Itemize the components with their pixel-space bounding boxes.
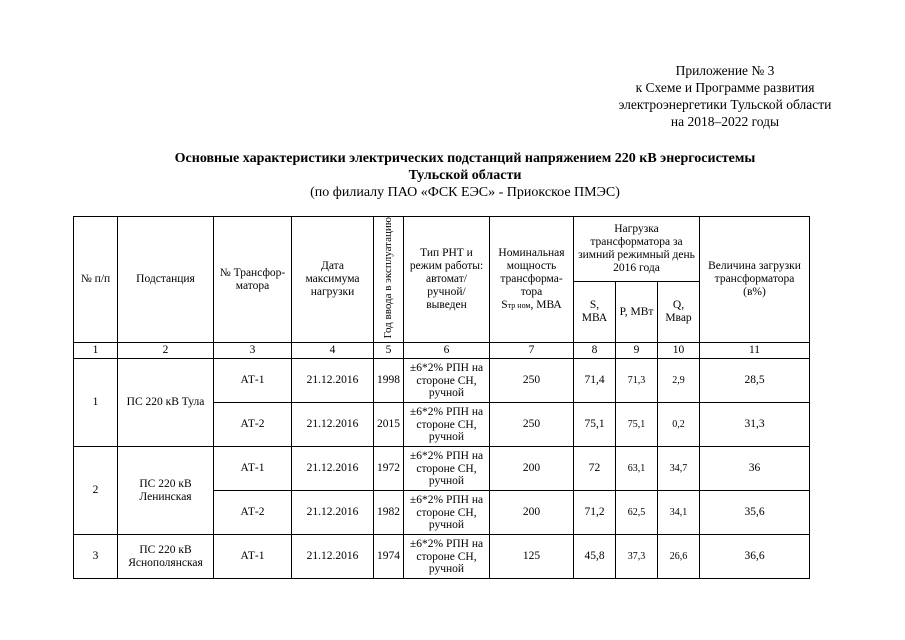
col-number: 7 xyxy=(490,343,574,359)
col-number: 11 xyxy=(700,343,810,359)
header-power-main: Номинальная мощность трансформа-тора xyxy=(498,247,565,299)
row-power: 200 xyxy=(490,491,574,535)
row-p: 75,1 xyxy=(616,403,658,447)
col-number: 9 xyxy=(616,343,658,359)
row-date: 21.12.2016 xyxy=(292,491,374,535)
col-number: 6 xyxy=(404,343,490,359)
col-number: 10 xyxy=(658,343,700,359)
row-pct: 35,6 xyxy=(700,491,810,535)
table-row xyxy=(74,535,810,579)
row-power: 250 xyxy=(490,359,574,403)
row-pct: 36,6 xyxy=(700,535,810,579)
appendix-line-3: электроэнергетики Тульской области xyxy=(618,97,832,112)
row-year: 1974 xyxy=(374,535,404,579)
col-number: 2 xyxy=(118,343,214,359)
appendix-line-2: к Схеме и Программе развития xyxy=(635,80,815,95)
header-substation: Подстанция xyxy=(118,217,214,343)
row-date: 21.12.2016 xyxy=(292,535,374,579)
header-power xyxy=(490,217,574,343)
row-year: 1972 xyxy=(374,447,404,491)
title-line-2: Тульской области xyxy=(408,168,522,183)
row-transformer: АТ-1 xyxy=(214,447,292,491)
substation-table xyxy=(73,216,810,579)
title-line-3: (по филиалу ПАО «ФСК ЕЭС» - Приокское ПМЭС) xyxy=(310,185,620,200)
row-rpn: ±6*2% РПН на стороне СН, ручной xyxy=(404,447,490,491)
header-power-sub: тр ном xyxy=(507,301,531,311)
row-q: 26,6 xyxy=(658,535,700,579)
row-s: 71,4 xyxy=(574,359,616,403)
row-date: 21.12.2016 xyxy=(292,447,374,491)
row-rpn: ±6*2% РПН на стороне СН, ручной xyxy=(404,403,490,447)
column-number-row xyxy=(74,343,810,359)
appendix-line-4: на 2018–2022 годы xyxy=(670,114,780,129)
col-number: 5 xyxy=(374,343,404,359)
row-s: 75,1 xyxy=(574,403,616,447)
row-rpn: ±6*2% РПН на стороне СН, ручной xyxy=(404,535,490,579)
row-rpn: ±6*2% РПН на стороне СН, ручной xyxy=(404,491,490,535)
row-p: 71,3 xyxy=(616,359,658,403)
document-title xyxy=(120,150,810,201)
col-number: 8 xyxy=(574,343,616,359)
row-p: 63,1 xyxy=(616,447,658,491)
row-rpn: ±6*2% РПН на стороне СН, ручной xyxy=(404,359,490,403)
row-substation: ПС 220 кВ Ленинская xyxy=(118,447,214,535)
row-year: 1998 xyxy=(374,359,404,403)
row-s: 72 xyxy=(574,447,616,491)
header-power-s: S xyxy=(501,299,508,312)
row-power: 200 xyxy=(490,447,574,491)
col-number: 4 xyxy=(292,343,374,359)
appendix-block xyxy=(560,62,890,130)
row-q: 0,2 xyxy=(658,403,700,447)
header-num: № п/п xyxy=(74,217,118,343)
row-pct: 31,3 xyxy=(700,403,810,447)
table-row xyxy=(74,447,810,491)
row-transformer: АТ-1 xyxy=(214,359,292,403)
row-s: 45,8 xyxy=(574,535,616,579)
table-row xyxy=(74,359,810,403)
row-num: 3 xyxy=(74,535,118,579)
row-transformer: АТ-2 xyxy=(214,403,292,447)
col-number: 1 xyxy=(74,343,118,359)
row-p: 37,3 xyxy=(616,535,658,579)
row-num: 1 xyxy=(74,359,118,447)
header-year xyxy=(374,217,404,343)
row-substation: ПС 220 кВ Яснополянская xyxy=(118,535,214,579)
row-date: 21.12.2016 xyxy=(292,359,374,403)
row-pct: 28,5 xyxy=(700,359,810,403)
header-power-unit: , МВА xyxy=(530,299,562,312)
row-q: 2,9 xyxy=(658,359,700,403)
row-pct: 36 xyxy=(700,447,810,491)
appendix-line-1: Приложение № 3 xyxy=(675,63,775,78)
row-year: 1982 xyxy=(374,491,404,535)
col-number: 3 xyxy=(214,343,292,359)
header-load-group: Нагрузка трансформатора за зимний режимный день 2016 года xyxy=(574,217,700,282)
header-date: Дата максимума нагрузки xyxy=(292,217,374,343)
header-load-pct: Величина загрузки трансформатора (в%) xyxy=(700,217,810,343)
row-power: 125 xyxy=(490,535,574,579)
header-q: Q, Мвар xyxy=(658,281,700,342)
header-p: P, МВт xyxy=(616,281,658,342)
row-p: 62,5 xyxy=(616,491,658,535)
row-year: 2015 xyxy=(374,403,404,447)
title-line-1: Основные характеристики электрических подстанций напряжением 220 кВ энергосистемы xyxy=(174,151,756,166)
header-s: S, МВА xyxy=(574,281,616,342)
row-power: 250 xyxy=(490,403,574,447)
row-num: 2 xyxy=(74,447,118,535)
row-transformer: АТ-2 xyxy=(214,491,292,535)
row-transformer: АТ-1 xyxy=(214,535,292,579)
row-q: 34,1 xyxy=(658,491,700,535)
header-year-text: Год ввода в эксплуатацию xyxy=(382,217,394,339)
row-q: 34,7 xyxy=(658,447,700,491)
row-s: 71,2 xyxy=(574,491,616,535)
header-rpn: Тип РНТ и режим работы: автомат/ ручной/ выведен xyxy=(404,217,490,343)
row-date: 21.12.2016 xyxy=(292,403,374,447)
row-substation: ПС 220 кВ Тула xyxy=(118,359,214,447)
header-transformer: № Трансфор-матора xyxy=(214,217,292,343)
